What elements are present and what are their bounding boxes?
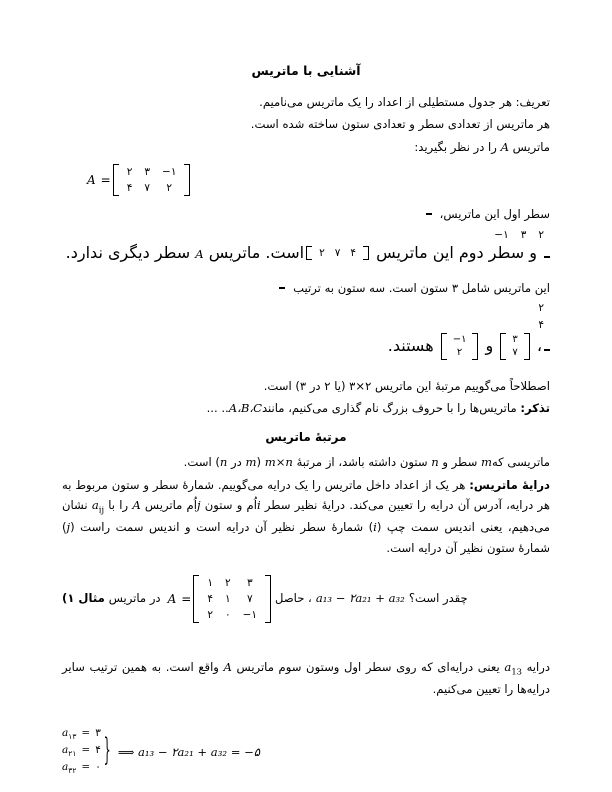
definition-text: تعریف: هر جدول مستطیلی از اعداد را یک ماتریس می‌نامیم. xyxy=(259,94,550,109)
definition-paragraph xyxy=(62,92,550,113)
rows-part1: سطر اول این ماتریس، xyxy=(436,206,550,221)
cell: ۰ xyxy=(224,609,231,622)
cell: ۳ xyxy=(144,165,151,178)
lhs-base: a xyxy=(62,744,69,757)
equals-sign: = xyxy=(81,744,91,757)
reminder-paragraph xyxy=(62,398,550,419)
bracket-right-icon xyxy=(544,349,550,351)
bracket-left-icon xyxy=(279,287,285,289)
reminder-text: ماتریس‌ها را با حروف بزرگ نام گذاری می‌کنیم، مانند xyxy=(261,401,521,416)
example-question-expression: a₁₃ − ۲a₂₁ + a₃₂ xyxy=(315,591,405,606)
rows-part2: و سطر دوم این ماتریس xyxy=(370,242,542,262)
example-block xyxy=(62,575,550,624)
example-label: مثال ۱) xyxy=(62,591,105,606)
entry-line1: هر یک از اعداد داخل ماتریس را یک درایه می‌گوییم. شمارهٔ سطر و ستون مربوط به هر درایه، آدرس آن درایه را تعیین می‌کند. درایهٔ نظیر سطر xyxy=(62,477,550,513)
bracket-left-icon xyxy=(500,333,506,360)
variable-i: i xyxy=(256,498,261,513)
index-i: i xyxy=(373,520,377,535)
matrix-a-label: A xyxy=(87,172,96,187)
a13-subscript: 13 xyxy=(511,666,522,677)
column-vector-3-table xyxy=(449,333,471,360)
right-brace-icon xyxy=(104,726,111,777)
cell: ۲ xyxy=(319,247,325,260)
columns-sep1: ، xyxy=(531,335,542,355)
rhs-value: ۳ xyxy=(95,727,101,739)
cell: ۱ xyxy=(224,592,231,605)
entry-line3: اُم ماتریس xyxy=(140,498,197,513)
column-vector-2-table xyxy=(508,333,521,360)
columns-part1: این ماتریس شامل ۳ ستون است. سه ستون به ترتیب xyxy=(289,280,550,295)
cell: ۷ xyxy=(334,247,341,260)
order-part4: ( xyxy=(256,454,265,469)
matrix-variable-a: A xyxy=(223,660,232,675)
variable-j: j xyxy=(196,498,201,513)
table-row xyxy=(201,575,263,591)
system-lhs xyxy=(62,744,77,759)
cell: ۲ xyxy=(207,609,213,622)
answer-paragraph xyxy=(62,657,550,700)
table-row xyxy=(201,591,263,607)
row-vector-1-table xyxy=(488,227,550,243)
lhs-base: a xyxy=(62,761,69,774)
table-row xyxy=(508,333,521,347)
example-question-prefix: ، حاصل xyxy=(275,591,312,606)
order-part5: در xyxy=(227,454,246,469)
matrix-a-equation xyxy=(62,164,550,196)
system-equation xyxy=(62,743,101,760)
cell: −۱ xyxy=(162,165,177,178)
answer-system-list xyxy=(62,726,101,777)
lhs-subscript: ۳۲ xyxy=(68,766,77,776)
order-part6: ) است. xyxy=(183,454,220,469)
equals-sign: = xyxy=(81,761,91,774)
consider-pre: ماتریس xyxy=(508,140,550,154)
cell: ۲ xyxy=(166,181,173,194)
order-part2: سطر و xyxy=(438,454,481,469)
example-matrix-equals: = xyxy=(181,591,192,606)
consider-matrix-paragraph xyxy=(62,137,550,158)
bracket-right-icon xyxy=(184,164,190,196)
table-row xyxy=(121,180,183,196)
columns-paragraph xyxy=(62,278,550,299)
result-expression: a₁₃ − ۲a₂₁ + a₃₂ = −۵ xyxy=(137,744,261,759)
bracket-right-icon xyxy=(472,333,478,360)
reminder-label: تذکر: xyxy=(520,401,550,416)
matrix-name-examples: A،B،C xyxy=(228,401,262,416)
bracket-right-icon xyxy=(363,246,369,260)
lhs-subscript: ۲۱ xyxy=(68,749,77,759)
table-row xyxy=(314,246,361,260)
cell: ۷ xyxy=(144,181,151,194)
entry-definition-paragraph xyxy=(62,475,550,559)
cell: −۱ xyxy=(452,333,467,345)
entry-line4: را با xyxy=(104,498,133,513)
bracket-right-icon xyxy=(265,575,271,624)
cell: ۷ xyxy=(512,347,518,359)
cell: ۳ xyxy=(512,333,518,345)
bracket-left-icon xyxy=(426,213,432,215)
cell: ۲ xyxy=(456,347,463,359)
table-row xyxy=(532,317,550,333)
matrix-variable-a: A xyxy=(132,498,141,513)
matrix-a-equals: = xyxy=(100,172,111,187)
table-row xyxy=(488,227,550,243)
order-note-paragraph xyxy=(62,376,550,397)
example-matrix-display xyxy=(165,575,271,624)
row-vector-2 xyxy=(306,246,369,260)
cell: ۲ xyxy=(538,228,544,241)
rhs-value: ۴ xyxy=(95,744,101,757)
answer-part1: درایه xyxy=(521,660,550,675)
column-vector-2 xyxy=(500,333,529,360)
cell: ۴ xyxy=(350,247,356,260)
rows-part4: سطر دیگری ندارد. xyxy=(65,242,196,262)
answer-part2: یعنی درایه‌ای که روی سطر اول وستون سوم ماتریس xyxy=(231,660,505,675)
cell: ۳ xyxy=(520,228,527,241)
rows-paragraph xyxy=(62,204,550,225)
column-vector-1 xyxy=(279,287,287,289)
cell: ۲ xyxy=(538,302,544,315)
page-title: آشنایی با ماتریس xyxy=(251,63,361,78)
variable-n: n xyxy=(431,454,439,469)
cell: −۱ xyxy=(494,228,509,241)
entry-line6: ) شمارهٔ سطر نظیر آن درایه است و اندیس سمت راست ( xyxy=(70,520,374,535)
order-expression: m×n xyxy=(264,454,293,469)
cell: ۳ xyxy=(247,576,253,589)
bracket-left-icon xyxy=(113,164,119,196)
columns-sep2: و xyxy=(480,335,499,355)
bracket-left-icon xyxy=(306,246,312,260)
example-matrix-table xyxy=(201,575,263,624)
rhs-value: ۰ xyxy=(95,761,101,774)
entry-line2: اُم و ستون xyxy=(200,498,257,513)
a13-base: a xyxy=(504,660,512,675)
table-row xyxy=(449,346,471,360)
row-vector-2-table xyxy=(314,246,361,260)
system-equation xyxy=(62,726,101,743)
bracket-left-icon xyxy=(441,333,447,360)
entry-symbol-aij xyxy=(91,498,105,515)
variable-m: m xyxy=(480,454,492,469)
lhs-subscript: ۱۳ xyxy=(68,732,77,742)
bracket-right-icon xyxy=(544,256,550,258)
rows-part3: است. ماتریس xyxy=(203,242,305,262)
system-lhs xyxy=(62,727,77,742)
row-vector-1 xyxy=(426,213,434,215)
system-equation xyxy=(62,760,101,777)
table-row xyxy=(201,607,263,623)
order-part3: ستون داشته باشد، از مرتبهٔ xyxy=(292,454,432,469)
cell: ۲ xyxy=(224,576,231,589)
index-j: j xyxy=(66,520,71,535)
cell: ۲ xyxy=(126,165,133,178)
matrix-a-display xyxy=(84,164,190,196)
example-matrix-label: A xyxy=(167,591,177,606)
matrix-variable-a: A xyxy=(195,246,204,261)
answer-result xyxy=(118,745,260,759)
table-row xyxy=(508,346,521,360)
answer-system-block xyxy=(62,726,550,777)
cell: ۴ xyxy=(126,181,133,194)
consider-post: را در نظر بگیرید: xyxy=(414,140,501,154)
entry-line7: ) شمارهٔ ستون نظیر آن درایه است. xyxy=(62,520,550,556)
table-row xyxy=(532,300,550,316)
example-question-suffix: چقدر است؟ xyxy=(408,591,468,606)
cell: ۷ xyxy=(247,592,253,605)
order-definition-paragraph xyxy=(62,452,550,473)
cell: ۴ xyxy=(538,318,544,331)
composition-paragraph xyxy=(62,114,550,135)
equals-sign: = xyxy=(81,727,91,739)
answer-part3: واقع است. به همین ترتیب سایر درایه‌ها را تعیین می‌کنیم. xyxy=(62,660,550,697)
cell: ۱ xyxy=(207,576,213,589)
table-row xyxy=(449,333,471,347)
variable-m: m xyxy=(245,454,257,469)
table-row xyxy=(121,164,183,180)
order-note-text: اصطلاحاً می‌گوییم مرتبهٔ این ماتریس ۲×۳ (یا ۲ در ۳) است. xyxy=(263,378,550,393)
entry-symbol-a13 xyxy=(504,660,522,677)
columns-part2: هستند. xyxy=(387,335,439,355)
document-body xyxy=(62,62,550,777)
section-heading-order: مرتبهٔ ماتریس xyxy=(265,429,347,444)
reminder-tail: .. ... xyxy=(206,401,229,416)
matrix-a-table xyxy=(121,164,183,196)
matrix-variable-a: A xyxy=(500,140,509,154)
entry-label: درایهٔ ماتریس: xyxy=(469,477,550,492)
aij-base: a xyxy=(91,498,99,513)
variable-n: n xyxy=(219,454,228,469)
cell: −۱ xyxy=(242,609,258,622)
system-lhs xyxy=(62,761,77,776)
lhs-base: a xyxy=(62,727,69,739)
composition-text: هر ماتریس از تعدادی سطر و تعدادی ستون ساخته شده است. xyxy=(250,117,550,132)
aij-subscript: ij xyxy=(98,504,105,515)
example-intro-text: در ماتریس xyxy=(108,591,161,606)
implies-icon: ⟹ xyxy=(117,744,135,759)
bracket-right-icon xyxy=(524,333,530,360)
cell: ۴ xyxy=(207,592,213,605)
bracket-left-icon xyxy=(193,575,199,624)
order-part1: ماتریسی که xyxy=(491,454,550,469)
column-vector-3 xyxy=(441,333,479,360)
entry-line5: نشان می‌دهیم، یعنی اندیس سمت چپ ( xyxy=(62,498,550,535)
column-vector-1-table xyxy=(532,300,550,332)
